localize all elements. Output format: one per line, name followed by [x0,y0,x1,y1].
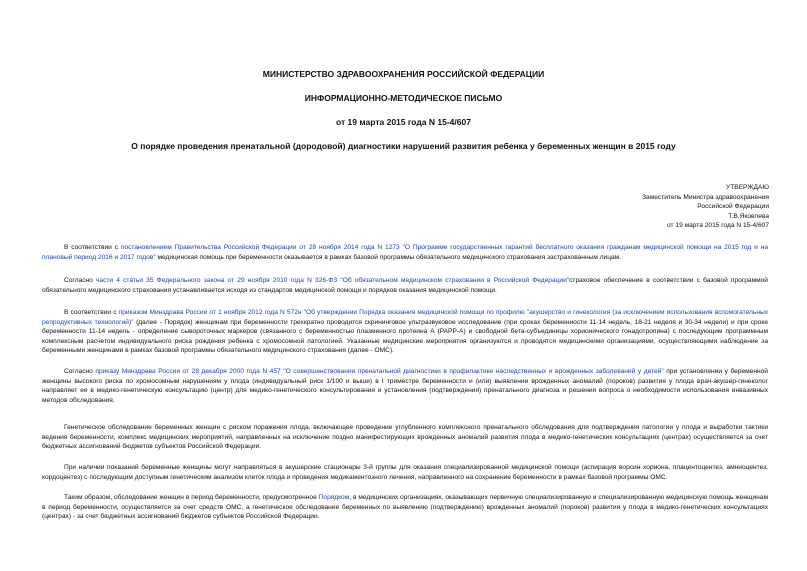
link-order-457[interactable]: приказу Минздрава России от 28 декабря 2000 года N 457 "О совершенствовании пренатальной диагностики в профилактике наследственных и врожденных заболеваний у детей" [95,368,664,375]
paragraph-5: Генетическое обследование беременных женщин с риском поражения плода, включающее проведение углубленного комплексного пренатального обследования для подтверждения патологии у плода и выработки тактики ведения беременности, комплекс медицинских мероприятий, направленных на исключение поздно манифестирующих врожденных аномалий развития плода в медико-генетических консультациях (центрах) осуществляется за счет бюджетных ассигнований бюджетов субъектов Российской Федерации. [42,424,768,451]
document-subject: О порядке проведения пренатальной (дородовой) диагностики нарушений развития ребенка у беременных женщин в 2015 году [131,141,676,151]
approval-block [642,183,769,231]
link-federal-law-326[interactable]: части 4 статьи 35 Федерального закона от 29 ноября 2010 года N 326-ФЗ "Об обязательном медицинском страховании в Российской Федерации" [95,277,570,284]
paragraph-4: Согласно приказу Минздрава России от 28 декабря 2000 года N 457 "О совершенствовании пренатальной диагностики в профилактике наследственных и врожденных заболеваний у детей" при установлении у беременной женщины высокого риска по хромосомным нарушениям у плода (индивидуальный риск 1/100 и выше) в I триместре беременности и (или) выявлении врожденных аномалий (пороков) развития у плода врач-акушер-гинеколог направляет ее в медико-генетическую консультацию (центр) для медико-генетического консультирования и установления (подтверждения) пренатального диагноза и решения вопроса о необходимости использования инвазивных методов обследования. [42,368,768,404]
link-poryadok[interactable]: Порядком [318,494,350,501]
link-government-decree-1273[interactable]: постановлением Правительства Российской Федерации от 28 ноября 2014 года N 1273 "О Программе государственных гарантий бесплатного оказания гражданам медицинской помощи на 2015 год и на плановый период 2016 и 2017 годов" [42,244,769,261]
paragraph-2: Согласно части 4 статьи 35 Федерального закона от 29 ноября 2010 года N 326-ФЗ "Об обязательном медицинском страховании в Российской Федерации"страховое обеспечение в соответствии с базовой программой обязательного медицинского страхования устанавливается исходя из стандартов медицинской помощи и порядков оказания медицинской помощи. [42,277,768,294]
document-date-number: от 19 марта 2015 года N 15-4/607 [336,117,471,127]
paragraph-6: При наличии показаний беременные женщины могут направляться в акушерские стационары 3-й группы для оказания специализированной медицинской помощи (аспирация ворсин хориона, плацентоцентез, амниоцентез, кордоцентез) с последующим доступным генетическим анализом клеток плода и проведения медикаментозного лечения, направленного на сохранение беременности в рамках базовой программы ОМС. [42,464,768,481]
approval-line: Т.В.Яковлева [728,212,769,220]
link-order-572n[interactable]: приказом Минздрава России от 1 ноября 2012 года N 572н "Об утверждении Порядка оказания медицинской помощи по профилю "акушерство и гинекология (за исключением использования вспомогательных репродуктивных технологий)" [42,309,768,326]
approval-line: УТВЕРЖДАЮ [726,184,769,191]
paragraph-1: В соответствии с постановлением Правительства Российской Федерации от 28 ноября 2014 года N 1273 "О Программе государственных гарантий бесплатного оказания гражданам медицинской помощи на 2015 год и на плановый период 2016 и 2017 годов" медицинская помощь при беременности оказывается в рамках базовой программы обязательного медицинского страхования застрахованным лицам. [42,244,769,261]
ministry-title: МИНИСТЕРСТВО ЗДРАВООХРАНЕНИЯ РОССИЙСКОЙ ФЕДЕРАЦИИ [262,69,545,79]
approval-line: от 19 марта 2015 года N 15-4/607 [667,222,769,230]
approval-line: Заместитель Министра здравоохранения [642,193,769,201]
paragraph-7: Таким образом, обследование женщин в период беременности, предусмотренное Порядком, в медицинских организациях, оказывающих первичную специализированную и специализированную медицинскую помощь женщинам в период беременности, осуществляется за счет средств ОМС, а генетическое обследование беременных по выявлению (подтверждению) врожденных аномалий (пороков) развития у плода в медико-генетических консультациях (центрах) - за счет бюджетных ассигнований бюджетов субъектов Российской Федерации. [42,494,769,521]
paragraph-3: В соответствии с приказом Минздрава России от 1 ноября 2012 года N 572н "Об утверждении Порядка оказания медицинской помощи по профилю "акушерство и гинекология (за исключением использования вспомогательных репродуктивных технологий)" (далее - Порядок) женщинам при беременности трехкратно проводится скрининговое ультразвуковое исследование (при сроках беременности 11-14 недель, 18-21 неделя и 30-34 недели) и при сроке беременности 11-14 недель - определение сывороточных маркеров (связанного с беременностью плазменного протеина А (PAPP-A) и свободной бета-субъединицы хорионического гонадотропина) с последующим программным комплексным расчетом индивидуального риска рождения ребенка с хромосомной патологией. Указанные медицинские мероприятия организуются и проводятся медицинскими организациями, осуществляющими наблюдение за беременными женщинами в рамках базовой программы обязательного медицинского страхования (далее - ОМС). [42,309,768,355]
document-type: ИНФОРМАЦИОННО-МЕТОДИЧЕСКОЕ ПИСЬМО [304,93,503,103]
approval-line: Российской Федерации [697,203,769,211]
